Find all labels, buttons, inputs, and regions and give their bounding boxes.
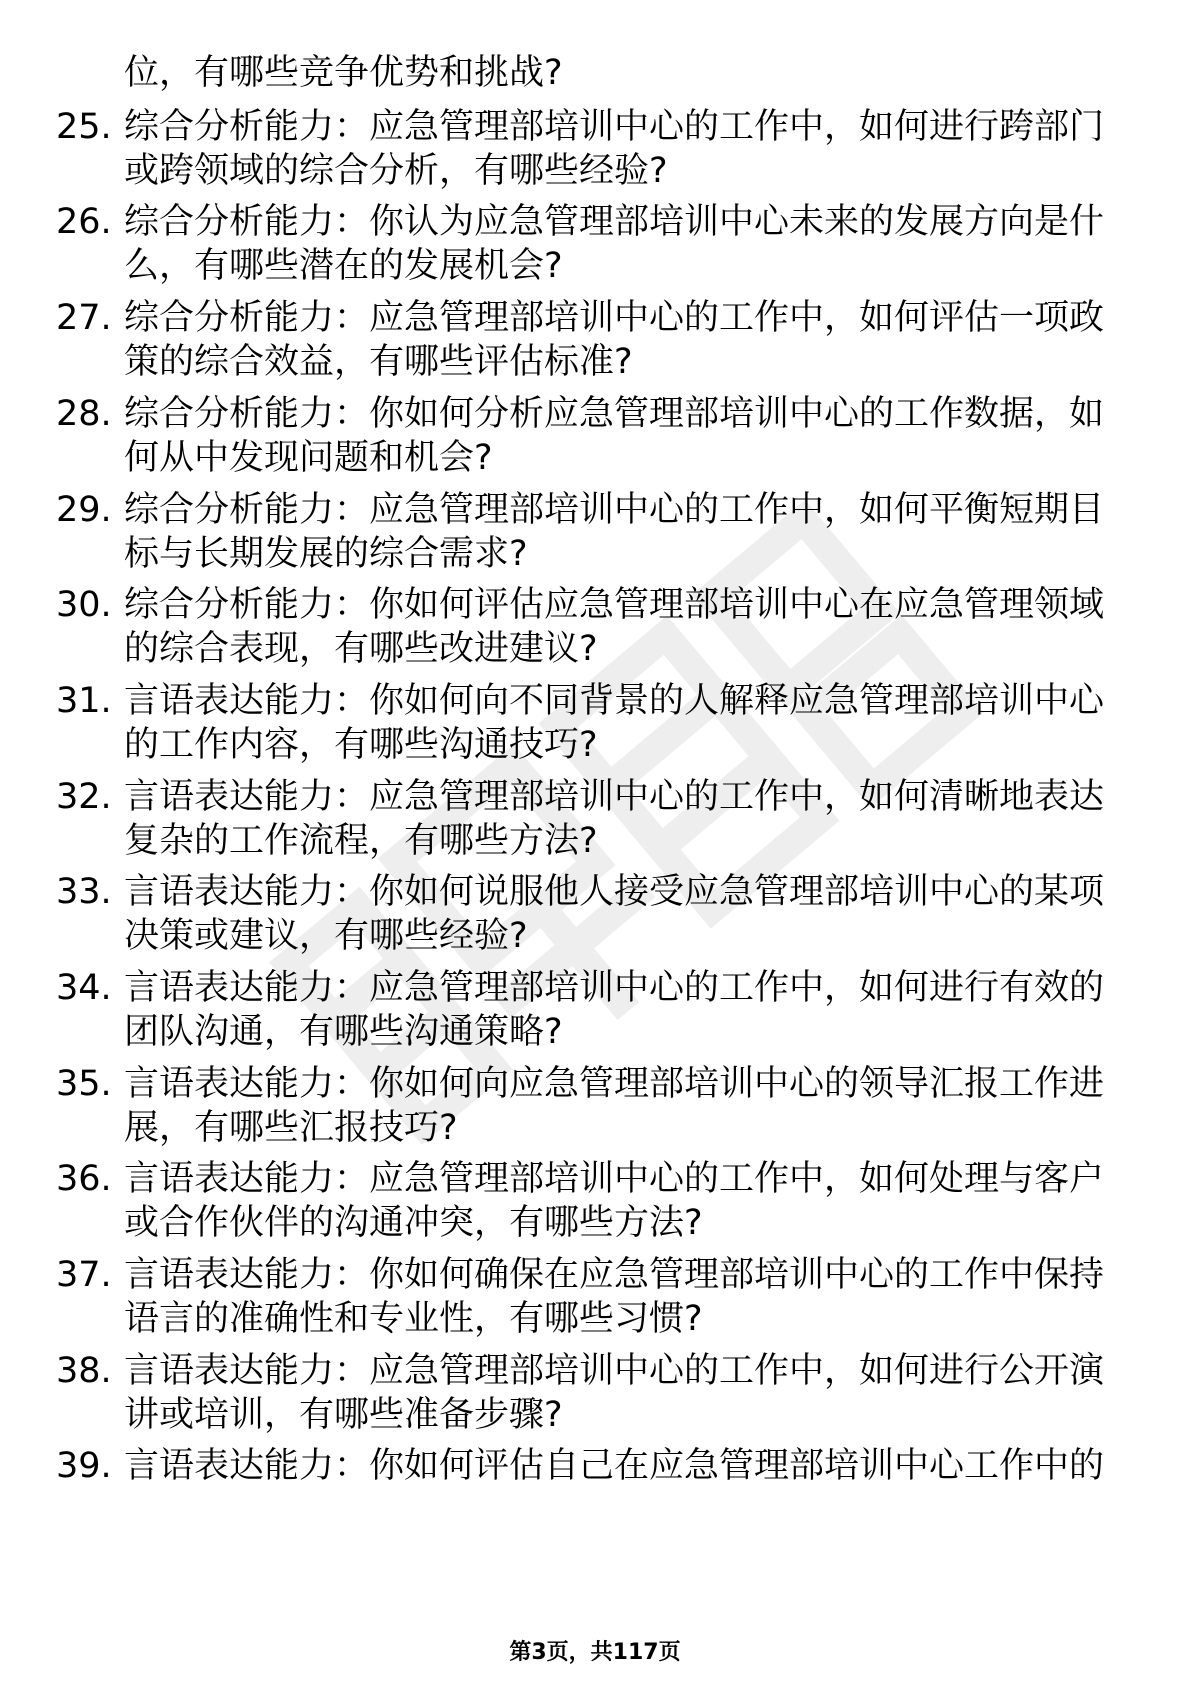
question-number: 34. xyxy=(56,968,112,1008)
page-number-footer: 第3页，共117页 xyxy=(509,1640,681,1665)
question-text-line: 综合分析能力：应急管理部培训中心的工作中，如何平衡短期目 xyxy=(124,490,1105,530)
question-number: 35. xyxy=(56,1064,112,1104)
question-number: 38. xyxy=(56,1351,112,1391)
question-number: 32. xyxy=(56,777,112,817)
question-text-line: 综合分析能力：你认为应急管理部培训中心未来的发展方向是什 xyxy=(124,202,1105,242)
question-text-line: 言语表达能力：应急管理部培训中心的工作中，如何进行公开演 xyxy=(124,1351,1105,1391)
question-number: 27. xyxy=(56,298,112,338)
question-text-line: 言语表达能力：应急管理部培训中心的工作中，如何进行有效的 xyxy=(124,968,1105,1008)
question-number: 28. xyxy=(56,394,112,434)
question-text-line: 言语表达能力：你如何向不同背景的人解释应急管理部培训中心 xyxy=(124,681,1105,721)
question-number: 26. xyxy=(56,202,112,242)
question-number: 36. xyxy=(56,1159,112,1199)
question-text-line: 综合分析能力：应急管理部培训中心的工作中，如何评估一项政 xyxy=(124,298,1105,338)
question-text-line: 或合作伙伴的沟通冲突，有哪些方法? xyxy=(124,1203,703,1243)
question-text-line: 或跨领域的综合分析，有哪些经验? xyxy=(124,151,668,191)
question-number: 33. xyxy=(56,872,112,912)
question-text-line: 复杂的工作流程，有哪些方法? xyxy=(124,821,598,861)
question-text-line: 何从中发现问题和机会? xyxy=(124,438,493,478)
question-text-line: 综合分析能力：应急管理部培训中心的工作中，如何进行跨部门 xyxy=(124,107,1105,147)
question-text-line: 的综合表现，有哪些改进建议? xyxy=(124,629,598,669)
question-text-line: 综合分析能力：你如何评估应急管理部培训中心在应急管理领域 xyxy=(124,585,1105,625)
question-text-line: 言语表达能力：应急管理部培训中心的工作中，如何处理与客户 xyxy=(124,1159,1105,1199)
question-text-line: 标与长期发展的综合需求? xyxy=(124,534,528,574)
question-text-line: 的工作内容，有哪些沟通技巧? xyxy=(124,725,598,765)
question-text-line: 展，有哪些汇报技巧? xyxy=(124,1108,458,1148)
question-text-line: 讲或培训，有哪些准备步骤? xyxy=(124,1395,563,1435)
question-text-line: 言语表达能力：你如何说服他人接受应急管理部培训中心的某项 xyxy=(124,872,1105,912)
question-number: 25. xyxy=(56,107,112,147)
question-number: 39. xyxy=(56,1446,112,1486)
question-text-line: 决策或建议，有哪些经验? xyxy=(124,916,528,956)
question-text-line: 策的综合效益，有哪些评估标准? xyxy=(124,342,633,382)
question-number: 29. xyxy=(56,490,112,530)
question-text-line: 团队沟通，有哪些沟通策略? xyxy=(124,1012,563,1052)
question-number: 31. xyxy=(56,681,112,721)
question-text-line: 综合分析能力：你如何分析应急管理部培训中心的工作数据，如 xyxy=(124,394,1105,434)
question-text-line: 语言的准确性和专业性，有哪些习惯? xyxy=(124,1299,703,1339)
question-number: 30. xyxy=(56,585,112,625)
question-text-line: 言语表达能力：你如何评估自己在应急管理部培训中心工作中的 xyxy=(124,1446,1105,1486)
question-text-line: 言语表达能力：你如何确保在应急管理部培训中心的工作中保持 xyxy=(124,1255,1105,1295)
question-number: 37. xyxy=(56,1255,112,1295)
question-text-line: 言语表达能力：你如何向应急管理部培训中心的领导汇报工作进 xyxy=(124,1064,1105,1104)
question-text-line: 言语表达能力：应急管理部培训中心的工作中，如何清晰地表达 xyxy=(124,777,1105,817)
question-text-line: 么，有哪些潜在的发展机会? xyxy=(124,246,563,286)
continued-question-text: 位，有哪些竞争优势和挑战? xyxy=(124,53,563,93)
